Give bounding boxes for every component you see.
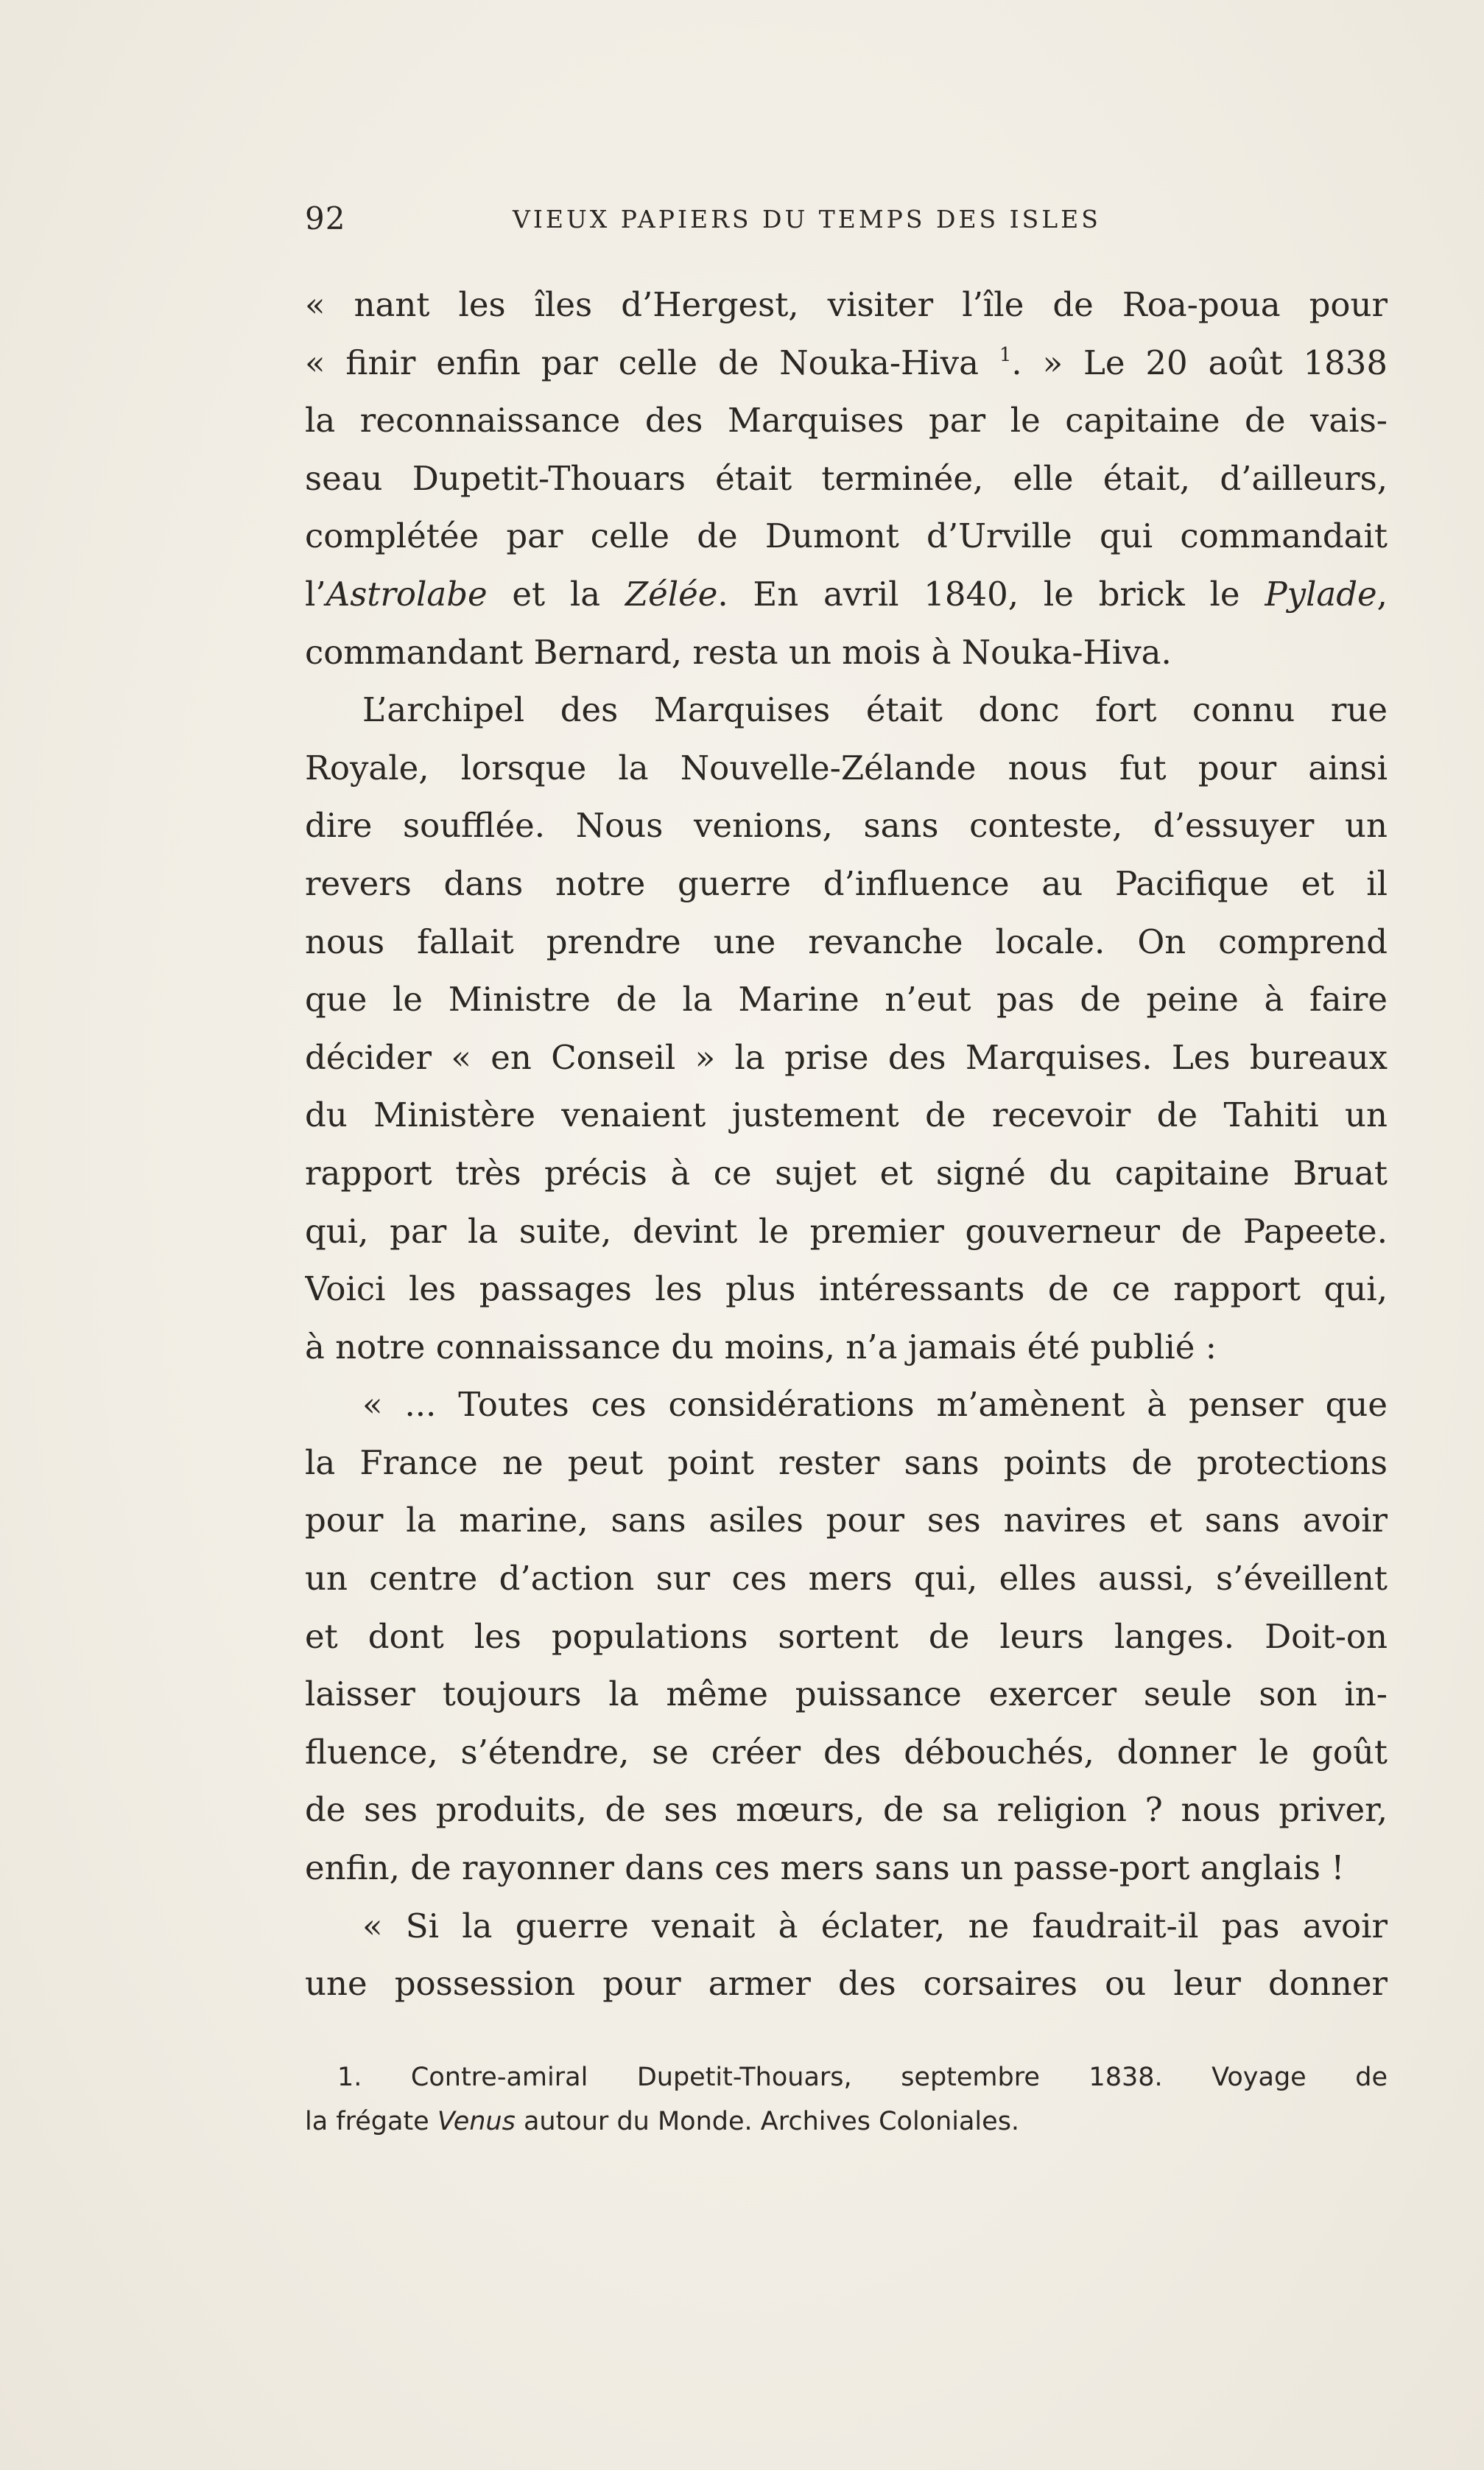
text-line: seau Dupetit-Thouars était terminée, elle était, d’ailleurs,	[305, 458, 1388, 498]
text-line: un centre d’action sur ces mers qui, elles aussi, s’éveillent	[305, 1559, 1388, 1599]
text-line: pour la marine, sans asiles pour ses navires et sans avoir	[305, 1501, 1388, 1540]
text-fragment: l’	[305, 574, 326, 614]
footnote-marker: 1	[999, 343, 1012, 366]
paragraph-start: L’archipel des Marquises était donc fort connu rue	[362, 690, 1388, 730]
text-fragment: . En avril 1840, le brick le	[717, 574, 1265, 614]
text-line: commandant Bernard, resta un mois à Nouka-Hiva.	[305, 632, 1172, 672]
text-line: de ses produits, de ses mœurs, de sa religion ? nous priver,	[305, 1790, 1388, 1830]
text-line: Royale, lorsque la Nouvelle-Zélande nous fut pour ainsi	[305, 748, 1388, 787]
text-line	[305, 334, 1388, 393]
body-text	[305, 276, 1388, 2013]
text-line: complétée par celle de Dumont d’Urville qui commandait	[305, 516, 1388, 556]
paragraph-start: « ... Toutes ces considérations m’amènent à penser que	[362, 1385, 1388, 1425]
text-line: que le Ministre de la Marine n’eut pas de peine à faire	[305, 980, 1388, 1020]
text-line: Voici les passages les plus intéressants de ce rapport qui,	[305, 1269, 1388, 1309]
text-line: dire soufflée. Nous venions, sans conteste, d’essuyer un	[305, 806, 1388, 846]
running-title: VIEUX PAPIERS DU TEMPS DES ISLES	[513, 205, 1101, 234]
text-fragment: la frégate	[305, 2107, 437, 2136]
text-line: « nant les îles d’Hergest, visiter l’île de Roa-poua pour	[305, 285, 1388, 324]
text-line: la France ne peut point rester sans points de protections	[305, 1442, 1388, 1482]
paragraph-start: « Si la guerre venait à éclater, ne faudrait-il pas avoir	[362, 1906, 1388, 1946]
text-line: nous fallait prendre une revanche locale. On comprend	[305, 922, 1388, 961]
ship-name-astrolabe: Astrolabe	[326, 574, 488, 614]
text-line: la reconnaissance des Marquises par le capitaine de vais-	[305, 401, 1388, 441]
text-line: fluence, s’étendre, se créer des débouchés, donner le goût	[305, 1732, 1388, 1772]
text-line: rapport très précis à ce sujet et signé du capitaine Bruat	[305, 1153, 1388, 1193]
text-line: une possession pour armer des corsaires ou leur donner	[305, 1964, 1388, 2004]
ship-name-venus: Venus	[437, 2107, 516, 2136]
text-line	[305, 566, 1388, 624]
text-line: revers dans notre guerre d’influence au Pacifique et il	[305, 863, 1388, 903]
ship-name-pylade: Pylade	[1265, 574, 1377, 614]
footnote-line: 1. Contre-amiral Dupetit-Thouars, septembre 1838. Voyage de	[337, 2063, 1388, 2092]
page-number: 92	[305, 200, 346, 236]
text-line: du Ministère venaient justement de recevoir de Tahiti un	[305, 1095, 1388, 1135]
text-fragment: autour du Monde. Archives Coloniales.	[515, 2107, 1020, 2136]
page-header	[305, 200, 1388, 245]
text-fragment: « finir enfin par celle de Nouka-Hiva	[305, 343, 979, 382]
text-line: à notre connaissance du moins, n’a jamais été publié :	[305, 1327, 1217, 1366]
text-fragment: et la	[487, 574, 625, 614]
text-line: et dont les populations sortent de leurs langes. Doit-on	[305, 1616, 1388, 1656]
text-line: enfin, de rayonner dans ces mers sans un passe-port anglais !	[305, 1848, 1345, 1888]
text-fragment: ,	[1376, 574, 1388, 614]
footnotes	[305, 2055, 1388, 2144]
text-line: décider « en Conseil » la prise des Marquises. Les bureaux	[305, 1037, 1388, 1077]
text-line: laisser toujours la même puissance exercer seule son in-	[305, 1674, 1388, 1714]
text-fragment: . » Le 20 août 1838	[1011, 343, 1388, 382]
ship-name-zelee: Zélée	[625, 574, 718, 614]
footnote-line	[305, 2099, 1388, 2144]
text-line: qui, par la suite, devint le premier gouverneur de Papeete.	[305, 1211, 1388, 1251]
